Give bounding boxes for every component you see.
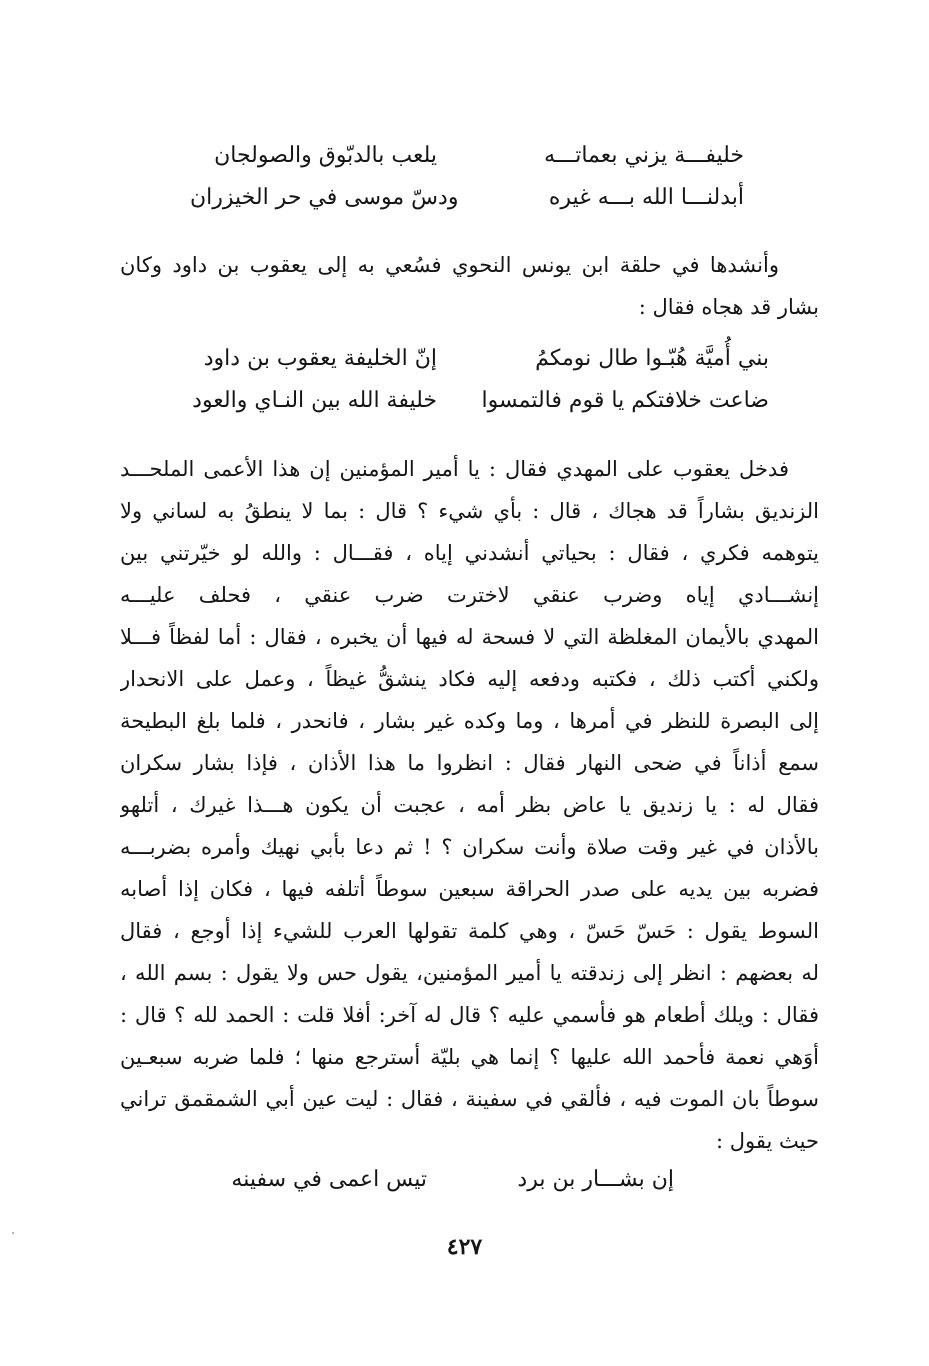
paragraph-line: فقال له : يا زنديق يا عاض بظر أمه ، عجبت أن يكون هـــذا غيرك ، أتلهو	[120, 793, 819, 817]
paragraph-line: المهدي بالأيمان المغلظة التي لا فسحة له فيها أن يخبره ، فقال : أما لفظاً فـــلا	[120, 625, 819, 649]
paragraph-line: إنشـــادي إياه وضرب عنقي لاخترت ضرب عنقي ، فحلف عليـــه	[120, 583, 819, 607]
verse-hemistich-right: إن بشـــار بن برد	[517, 1166, 674, 1192]
verse-hemistich-left: إنّ الخليفة يعقوب بن داود	[203, 345, 437, 371]
paragraph-2	[120, 448, 819, 1162]
verse-hemistich-right: أبدلنـــا الله بـــه غيره	[548, 184, 744, 210]
paragraph-line: له بعضهم : انظر إلى زندقته يا أمير المؤمنين، يقول حس ولا يقول : بسم الله ،	[120, 961, 819, 985]
scan-speck	[12, 1232, 14, 1234]
paragraph-line: يتوهمه فكري ، فقال : بحياتي أنشدني إياه ، فقـــال : والله لو خيّرتني بين	[120, 541, 819, 565]
verse-hemistich-right: بني أُميَّة هُبّـوا طال نومكمُ	[535, 345, 769, 371]
paragraph-1	[120, 244, 819, 328]
paragraph-line: السوط يقول : حَسّ حَسّ ، وهي كلمة تقولها العرب للشيء إذا أوجع ، فقال	[120, 919, 819, 943]
paragraph-line: أوَهي نعمة فأحمد الله عليها ؟ إنما هي بليّة أسترجع منها ؛ فلما ضربه سبعـين	[120, 1045, 819, 1069]
page-number: ٤٢٧	[446, 1234, 483, 1260]
paragraph-line: فضربه بين يديه على صدر الحراقة سبعين سوطاً أتلفه فيها ، فكان إذا أصابه	[120, 877, 819, 901]
paragraph-line: بشار قد هجاه فقال :	[638, 295, 819, 319]
paragraph-line: حيث يقول :	[716, 1129, 819, 1153]
verse-hemistich-left: تيس اعمى في سفينه	[231, 1166, 427, 1192]
paragraph-line: ولكني أكتب ذلك ، فكتبه ودفعه إليه فكاد ينشقُّ غيظاً ، وعمل على الانحدار	[120, 667, 819, 691]
verse-line	[190, 134, 744, 176]
verse-hemistich-left: خليفة الله بين النـاي والعود	[192, 387, 437, 413]
paragraph-line: بالأذان في غير وقت صلاة وأنت سكران ؟ ! ثم دعا بأبي نهيك وأمره بضربـــه	[120, 835, 819, 859]
verse-hemistich-right: ضاعت خلافتكم يا قوم فالتمسوا	[481, 387, 769, 413]
paragraph-line: إلى البصرة للنظر في أمرها ، وما وكده غير بشار ، فانحدر ، فلما بلغ البطيحة	[120, 709, 819, 733]
verse-line	[160, 379, 769, 421]
verse-hemistich-right: خليفـــة يزني بعماتـــه	[544, 142, 744, 168]
paragraph-line: سوطاً بان الموت فيه ، فألقي في سفينة ، فقال : ليت عين أبي الشمقمق تراني	[120, 1087, 819, 1111]
paragraph-line: فدخل يعقوب على المهدي فقال : يا أمير المؤمنين إن هذا الأعمى الملحـــد	[120, 457, 789, 481]
paragraph-line: وأنشدها في حلقة ابن يونس النحوي فسُعي به إلى يعقوب بن داود وكان	[120, 253, 779, 277]
paragraph-line: سمع أذاناً في ضحى النهار فقال : انظروا ما هذا الأذان ، فإذا بشار سكران	[120, 751, 819, 775]
paragraph-line: فقال : ويلك أطعام هو فأسمي عليه ؟ قال له آخر: أفلا قلت : الحمد لله ؟ قال :	[120, 1003, 819, 1027]
verse-line	[190, 176, 744, 218]
paragraph-line: الزنديق بشاراً قد هجاك ، قال : بأي شيء ؟ قال : بما لا ينطقُ به لساني ولا	[120, 499, 819, 523]
verse-line	[230, 1158, 674, 1200]
verse-hemistich-left: يلعب بالدبّوق والصولجان	[214, 142, 437, 168]
verse-line	[160, 337, 769, 379]
verse-hemistich-left: ودسّ موسى في حر الخيزران	[190, 184, 459, 210]
verse-block-1	[190, 134, 744, 218]
verse-block-2	[160, 337, 769, 421]
verse-block-3	[230, 1158, 674, 1200]
